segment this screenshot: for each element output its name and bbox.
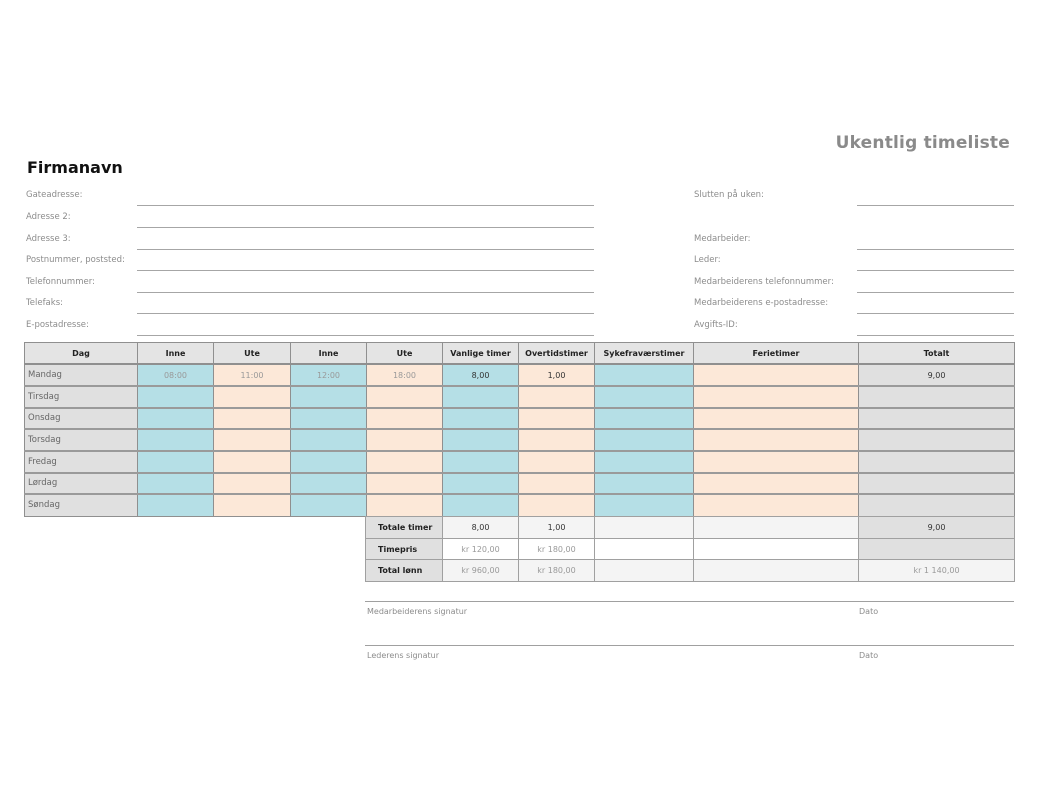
cell-value: 11:00	[240, 370, 264, 380]
sick-hours-cell[interactable]	[595, 408, 694, 430]
sick-hours-cell[interactable]	[595, 386, 694, 408]
regular-hours-cell[interactable]	[443, 364, 519, 386]
field-label: Postnummer, poststed:	[26, 255, 125, 265]
manager-signature-label: Lederens signatur	[367, 651, 439, 660]
summary-table	[365, 516, 1015, 582]
out-2-cell[interactable]	[367, 408, 443, 430]
rate-regular-cell[interactable]	[443, 538, 519, 560]
cell-value: 1,00	[547, 370, 566, 380]
sick-hours-cell[interactable]	[595, 473, 694, 495]
summary-label: Timepris	[366, 538, 443, 560]
in-2-cell[interactable]	[291, 494, 367, 516]
pay-vacation	[694, 560, 859, 582]
rate-total-cell	[859, 538, 1015, 560]
col-header-out-1: Ute	[214, 343, 291, 365]
sick-hours-cell[interactable]	[595, 364, 694, 386]
summary-row-total-hours	[366, 517, 1015, 539]
regular-hours-cell[interactable]	[443, 494, 519, 516]
field-label: Telefonnummer:	[26, 277, 95, 287]
field-label: Leder:	[694, 255, 721, 265]
field-input-line[interactable]	[857, 335, 1014, 336]
total-cell	[859, 473, 1015, 495]
table-header-row	[25, 343, 1015, 365]
table-row	[25, 364, 1015, 386]
cell-value: 12:00	[316, 370, 341, 380]
manager-signature-line[interactable]	[365, 645, 1014, 665]
out-1-cell[interactable]	[214, 451, 291, 473]
regular-hours-cell[interactable]	[443, 429, 519, 451]
out-1-cell[interactable]	[214, 364, 291, 386]
field-label: Medarbeider:	[694, 234, 751, 244]
in-2-cell[interactable]	[291, 429, 367, 451]
cell-value: kr 1 140,00	[913, 566, 960, 576]
in-1-cell[interactable]	[138, 386, 214, 408]
vacation-hours-cell[interactable]	[694, 451, 859, 473]
cell-value: 08:00	[163, 370, 188, 380]
field-email[interactable]	[26, 320, 594, 336]
day-cell: Tirsdag	[25, 386, 138, 408]
col-header-total: Totalt	[859, 343, 1015, 365]
overtime-hours-cell[interactable]	[519, 473, 595, 495]
cell-value: 8,00	[471, 522, 490, 532]
vacation-hours-cell[interactable]	[694, 429, 859, 451]
cell-value: 8,00	[471, 370, 490, 380]
in-1-cell[interactable]	[138, 364, 214, 386]
timesheet-table	[24, 342, 1015, 517]
cell-value: 9,00	[927, 522, 946, 532]
summary-row-total-pay	[366, 560, 1015, 582]
sick-hours-cell[interactable]	[595, 429, 694, 451]
in-2-cell[interactable]	[291, 386, 367, 408]
out-2-cell[interactable]	[367, 386, 443, 408]
total-cell	[859, 451, 1015, 473]
manager-date-label: Dato	[859, 651, 879, 660]
summary-total	[859, 517, 1015, 539]
cell-value: kr 180,00	[537, 544, 576, 554]
overtime-hours-cell[interactable]	[519, 364, 595, 386]
overtime-hours-cell[interactable]	[519, 386, 595, 408]
field-label: Gateadresse:	[26, 190, 83, 200]
pay-sick	[595, 560, 694, 582]
out-2-cell[interactable]	[367, 364, 443, 386]
vacation-hours-cell[interactable]	[694, 473, 859, 495]
col-header-regular-hours: Vanlige timer	[443, 343, 519, 365]
summary-sick	[595, 517, 694, 539]
cell-value: kr 120,00	[461, 544, 500, 554]
field-address-3[interactable]	[26, 234, 594, 250]
cell-value: 18:00	[392, 370, 417, 380]
summary-label: Total lønn	[366, 560, 443, 582]
cell-value: kr 180,00	[537, 566, 576, 576]
table-row	[25, 473, 1015, 495]
vacation-hours-cell[interactable]	[694, 494, 859, 516]
pay-total	[859, 560, 1015, 582]
field-label: Adresse 3:	[26, 234, 71, 244]
field-label: Telefaks:	[26, 298, 63, 308]
total-cell	[859, 429, 1015, 451]
field-postal-code-city[interactable]	[26, 255, 594, 271]
field-label: Medarbeiderens e-postadresse:	[694, 298, 829, 308]
field-employee-phone[interactable]	[694, 277, 1014, 293]
table-row	[25, 386, 1015, 408]
total-cell	[859, 494, 1015, 516]
field-input-line[interactable]	[137, 205, 594, 206]
col-header-overtime-hours: Overtidstimer	[519, 343, 595, 365]
vacation-hours-cell[interactable]	[694, 386, 859, 408]
table-row	[25, 494, 1015, 516]
cell-value: 1,00	[547, 522, 566, 532]
summary-label: Totale timer	[366, 517, 443, 539]
field-fax[interactable]	[26, 298, 594, 314]
col-header-vacation-hours: Ferietimer	[694, 343, 859, 365]
out-1-cell[interactable]	[214, 429, 291, 451]
in-2-cell[interactable]	[291, 473, 367, 495]
overtime-hours-cell[interactable]	[519, 429, 595, 451]
field-input-line[interactable]	[137, 270, 594, 271]
field-label: Adresse 2:	[26, 212, 71, 222]
field-input-line[interactable]	[137, 292, 594, 293]
field-input-line[interactable]	[857, 270, 1014, 271]
total-cell	[859, 364, 1015, 386]
field-manager[interactable]	[694, 255, 1014, 271]
table-row	[25, 408, 1015, 430]
summary-overtime	[519, 517, 595, 539]
day-cell: Fredag	[25, 451, 138, 473]
summary-vacation	[694, 517, 859, 539]
day-cell: Lørdag	[25, 473, 138, 495]
sick-hours-cell[interactable]	[595, 451, 694, 473]
out-1-cell[interactable]	[214, 494, 291, 516]
field-input-line[interactable]	[857, 249, 1014, 250]
overtime-hours-cell[interactable]	[519, 494, 595, 516]
out-2-cell[interactable]	[367, 429, 443, 451]
field-address-2[interactable]	[26, 212, 594, 228]
field-employee[interactable]	[694, 234, 1014, 250]
vacation-hours-cell[interactable]	[694, 364, 859, 386]
out-1-cell[interactable]	[214, 386, 291, 408]
summary-regular	[443, 517, 519, 539]
cell-value: 9,00	[927, 370, 946, 380]
rate-overtime-cell[interactable]	[519, 538, 595, 560]
table-row	[25, 451, 1015, 473]
field-input-line[interactable]	[857, 313, 1014, 314]
regular-hours-cell[interactable]	[443, 473, 519, 495]
cell-value: kr 960,00	[461, 566, 500, 576]
employee-signature-line[interactable]	[365, 601, 1014, 621]
total-cell	[859, 386, 1015, 408]
overtime-hours-cell[interactable]	[519, 408, 595, 430]
field-phone[interactable]	[26, 277, 594, 293]
out-1-cell[interactable]	[214, 473, 291, 495]
rate-vacation-cell[interactable]	[694, 538, 859, 560]
regular-hours-cell[interactable]	[443, 408, 519, 430]
overtime-hours-cell[interactable]	[519, 451, 595, 473]
in-1-cell[interactable]	[138, 429, 214, 451]
rate-sick-cell[interactable]	[595, 538, 694, 560]
in-2-cell[interactable]	[291, 408, 367, 430]
company-name[interactable]: Firmanavn	[27, 158, 123, 177]
out-2-cell[interactable]	[367, 451, 443, 473]
field-label: Slutten på uken:	[694, 190, 764, 200]
in-1-cell[interactable]	[138, 494, 214, 516]
in-2-cell[interactable]	[291, 451, 367, 473]
out-1-cell[interactable]	[214, 408, 291, 430]
in-2-cell[interactable]	[291, 364, 367, 386]
field-input-line[interactable]	[857, 292, 1014, 293]
in-1-cell[interactable]	[138, 473, 214, 495]
summary-row-hourly-rate	[366, 538, 1015, 560]
day-cell: Søndag	[25, 494, 138, 516]
col-header-day: Dag	[25, 343, 138, 365]
col-header-sick-hours: Sykefraværstimer	[595, 343, 694, 365]
day-cell: Mandag	[25, 364, 138, 386]
field-input-line[interactable]	[137, 227, 594, 228]
regular-hours-cell[interactable]	[443, 386, 519, 408]
in-1-cell[interactable]	[138, 451, 214, 473]
vacation-hours-cell[interactable]	[694, 408, 859, 430]
table-row	[25, 429, 1015, 451]
field-input-line[interactable]	[857, 205, 1014, 206]
field-input-line[interactable]	[137, 249, 594, 250]
employee-signature-label: Medarbeiderens signatur	[367, 607, 468, 616]
col-header-in-1: Inne	[138, 343, 214, 365]
pay-regular	[443, 560, 519, 582]
employee-date-label: Dato	[859, 607, 879, 616]
field-label: Avgifts-ID:	[694, 320, 738, 330]
out-2-cell[interactable]	[367, 473, 443, 495]
day-cell: Onsdag	[25, 408, 138, 430]
field-tax-id[interactable]	[694, 320, 1014, 336]
field-label: E-postadresse:	[26, 320, 89, 330]
day-cell: Torsdag	[25, 429, 138, 451]
field-street-address[interactable]	[26, 190, 594, 206]
col-header-out-2: Ute	[367, 343, 443, 365]
in-1-cell[interactable]	[138, 408, 214, 430]
col-header-in-2: Inne	[291, 343, 367, 365]
total-cell	[859, 408, 1015, 430]
field-week-ending[interactable]	[694, 190, 1014, 206]
field-employee-email[interactable]	[694, 298, 1014, 314]
field-input-line[interactable]	[137, 335, 594, 336]
pay-overtime	[519, 560, 595, 582]
sick-hours-cell[interactable]	[595, 494, 694, 516]
field-input-line[interactable]	[137, 313, 594, 314]
document-title: Ukentlig timeliste	[835, 133, 1010, 153]
field-label: Medarbeiderens telefonnummer:	[694, 277, 834, 287]
regular-hours-cell[interactable]	[443, 451, 519, 473]
out-2-cell[interactable]	[367, 494, 443, 516]
